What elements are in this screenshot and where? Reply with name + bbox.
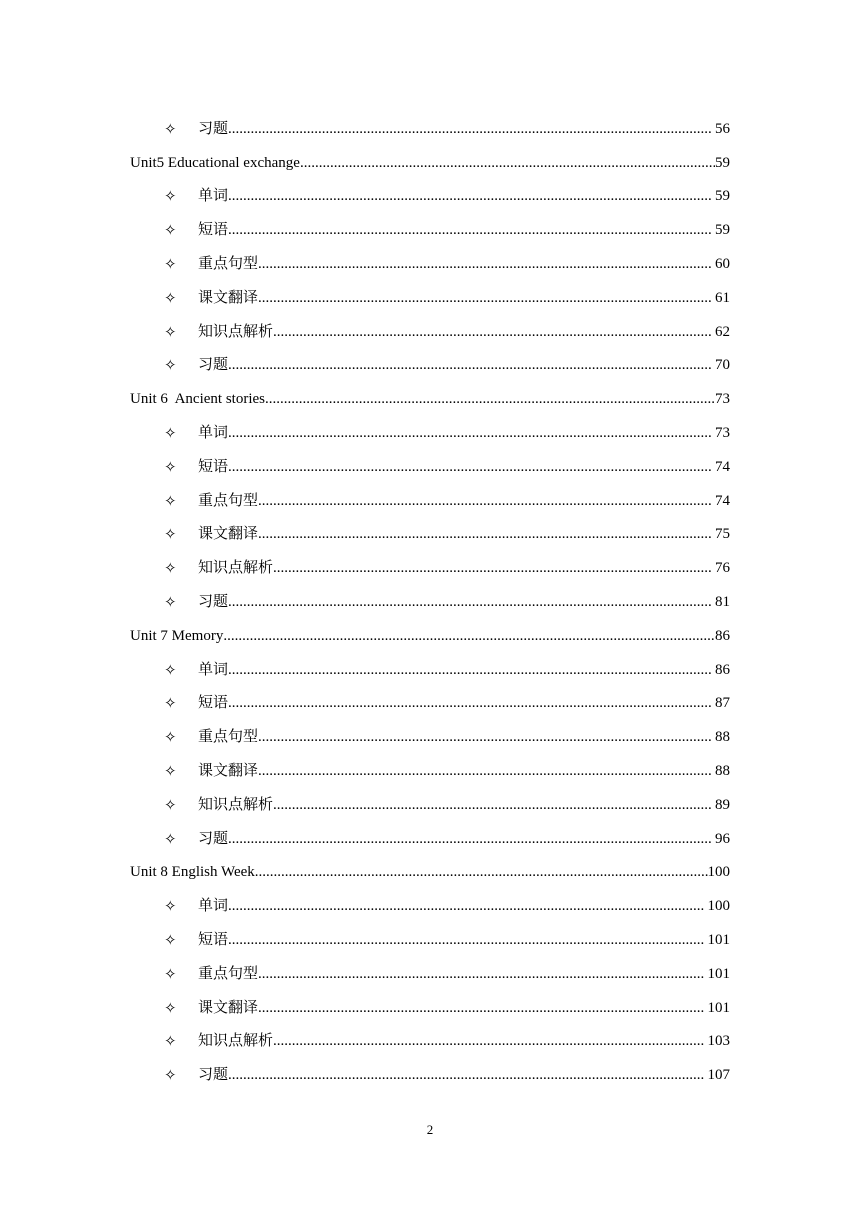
diamond-star-icon: ✧	[164, 728, 177, 747]
toc-entry[interactable]	[130, 780, 730, 814]
dot-leader	[228, 898, 704, 915]
toc-entry-page: 74	[715, 458, 730, 475]
toc-entry-page: 73	[715, 391, 730, 408]
diamond-star-icon: ✧	[164, 795, 177, 814]
toc-entry-page: 101	[707, 965, 730, 982]
toc-entry-label: 单词	[198, 424, 229, 441]
toc-entry[interactable]	[130, 341, 730, 375]
diamond-star-icon: ✧	[164, 1032, 177, 1051]
toc-entry[interactable]	[130, 949, 730, 983]
toc-entry-page: 75	[715, 526, 730, 543]
toc-unit-title: Unit 7 Memory	[130, 627, 224, 644]
toc-entry[interactable]	[130, 543, 730, 577]
toc-entry-label: 习题	[198, 593, 229, 610]
toc-entry-page: 107	[707, 1067, 730, 1084]
toc-entry-label: 知识点解析	[198, 323, 274, 340]
toc-entry[interactable]	[130, 307, 730, 341]
toc-entry-label: 知识点解析	[198, 560, 274, 577]
toc-entry-label: 习题	[198, 357, 229, 374]
toc-entry-page: 76	[715, 560, 730, 577]
toc-entry-page: 81	[715, 593, 730, 610]
toc-entry-page: 89	[715, 796, 730, 813]
diamond-star-icon: ✧	[164, 221, 177, 240]
page-number: 2	[426, 1122, 434, 1137]
dot-leader	[223, 628, 715, 645]
diamond-star-icon: ✧	[164, 559, 177, 578]
toc-entry-label: 知识点解析	[198, 796, 274, 813]
toc-entry-page: 86	[715, 661, 730, 678]
diamond-star-icon: ✧	[164, 964, 177, 983]
toc-entry[interactable]	[130, 205, 730, 239]
diamond-star-icon: ✧	[164, 356, 177, 375]
diamond-star-icon: ✧	[164, 897, 177, 916]
toc-entry-label: 习题	[198, 830, 229, 847]
toc-unit-entry[interactable]	[130, 374, 730, 408]
toc-entry-label: 知识点解析	[198, 1033, 274, 1050]
dot-leader	[228, 222, 712, 239]
toc-entry-label: 课文翻译	[198, 289, 259, 306]
toc-entry[interactable]	[130, 746, 730, 780]
dot-leader	[228, 662, 712, 679]
diamond-star-icon: ✧	[164, 187, 177, 206]
toc-unit-entry[interactable]	[130, 138, 730, 172]
toc-entry-page: 59	[715, 188, 730, 205]
dot-leader	[258, 729, 712, 746]
toc-entry-label: 单词	[198, 898, 229, 915]
toc-entry-page: 86	[715, 627, 730, 644]
toc-entry[interactable]	[130, 476, 730, 510]
toc-entry-page: 74	[715, 492, 730, 509]
toc-entry-page: 87	[715, 695, 730, 712]
dot-leader	[273, 560, 712, 577]
toc-entry[interactable]	[130, 983, 730, 1017]
toc-unit-entry[interactable]	[130, 848, 730, 882]
toc-entry[interactable]	[130, 712, 730, 746]
toc-entry[interactable]	[130, 814, 730, 848]
dot-leader	[258, 763, 712, 780]
toc-unit-entry[interactable]	[130, 611, 730, 645]
toc-entry-page: 56	[715, 120, 730, 137]
diamond-star-icon: ✧	[164, 491, 177, 510]
toc-entry[interactable]	[130, 104, 730, 138]
toc-entry-page: 60	[715, 255, 730, 272]
toc-unit-title: Unit 6 Ancient stories	[130, 391, 265, 408]
dot-leader	[228, 831, 712, 848]
toc-unit-title: Unit 8 English Week	[130, 864, 255, 881]
dot-leader	[258, 290, 712, 307]
toc-entry[interactable]	[130, 408, 730, 442]
dot-leader	[258, 256, 712, 273]
diamond-star-icon: ✧	[164, 761, 177, 780]
toc-entry-label: 单词	[198, 188, 229, 205]
toc-entry-page: 101	[707, 931, 730, 948]
toc-entry-page: 88	[715, 762, 730, 779]
diamond-star-icon: ✧	[164, 1066, 177, 1085]
diamond-star-icon: ✧	[164, 288, 177, 307]
toc-entry-label: 短语	[198, 458, 229, 475]
toc-entry-page: 88	[715, 729, 730, 746]
diamond-star-icon: ✧	[164, 694, 177, 713]
toc-entry-page: 100	[707, 864, 730, 881]
diamond-star-icon: ✧	[164, 322, 177, 341]
toc-entry[interactable]	[130, 172, 730, 206]
diamond-star-icon: ✧	[164, 119, 177, 138]
dot-leader	[273, 797, 712, 814]
toc-entry[interactable]	[130, 645, 730, 679]
diamond-star-icon: ✧	[164, 525, 177, 544]
toc-entry-label: 重点句型	[198, 255, 259, 272]
toc-entry-label: 课文翻译	[198, 762, 259, 779]
dot-leader	[228, 695, 712, 712]
diamond-star-icon: ✧	[164, 660, 177, 679]
diamond-star-icon: ✧	[164, 457, 177, 476]
diamond-star-icon: ✧	[164, 592, 177, 611]
dot-leader	[258, 1000, 704, 1017]
toc-entry[interactable]	[130, 239, 730, 273]
toc-entry-label: 重点句型	[198, 729, 259, 746]
diamond-star-icon: ✧	[164, 829, 177, 848]
toc-entry[interactable]	[130, 510, 730, 544]
toc-entry[interactable]	[130, 679, 730, 713]
dot-leader	[273, 324, 712, 341]
toc-entry-page: 103	[707, 1033, 730, 1050]
toc-entry-page: 59	[715, 222, 730, 239]
dot-leader	[265, 391, 715, 408]
toc-entry-page: 59	[715, 154, 730, 171]
toc-entry[interactable]	[130, 1017, 730, 1051]
toc-entry-label: 习题	[198, 120, 229, 137]
dot-leader	[228, 425, 712, 442]
toc-entry-page: 62	[715, 323, 730, 340]
dot-leader	[228, 357, 712, 374]
toc-entry[interactable]	[130, 577, 730, 611]
toc-unit-title: Unit5 Educational exchange	[130, 154, 300, 171]
toc-entry-page: 70	[715, 357, 730, 374]
dot-leader	[228, 459, 712, 476]
toc-entry-label: 课文翻译	[198, 526, 259, 543]
diamond-star-icon: ✧	[164, 998, 177, 1017]
toc-entry-label: 短语	[198, 695, 229, 712]
toc-entry-page: 61	[715, 289, 730, 306]
dot-leader	[228, 594, 712, 611]
toc-entry[interactable]	[130, 915, 730, 949]
dot-leader	[258, 966, 704, 983]
toc-entry[interactable]	[130, 881, 730, 915]
toc-entry-label: 短语	[198, 222, 229, 239]
dot-leader	[228, 932, 704, 949]
diamond-star-icon: ✧	[164, 254, 177, 273]
dot-leader	[228, 121, 712, 138]
toc-entry-label: 短语	[198, 931, 229, 948]
dot-leader	[258, 526, 712, 543]
toc-entry-label: 单词	[198, 661, 229, 678]
toc-entry[interactable]	[130, 1050, 730, 1084]
dot-leader	[300, 155, 715, 172]
toc-entry-page: 73	[715, 424, 730, 441]
diamond-star-icon: ✧	[164, 930, 177, 949]
toc-entry-page: 100	[707, 898, 730, 915]
dot-leader	[228, 1067, 704, 1084]
toc-entry-label: 重点句型	[198, 965, 259, 982]
toc-entry-page: 101	[707, 999, 730, 1016]
toc-entry-label: 重点句型	[198, 492, 259, 509]
toc-entry-label: 课文翻译	[198, 999, 259, 1016]
toc-entry[interactable]	[130, 442, 730, 476]
dot-leader	[228, 188, 712, 205]
dot-leader	[255, 864, 708, 881]
dot-leader	[273, 1033, 704, 1050]
toc-entry[interactable]	[130, 273, 730, 307]
table-of-contents	[130, 104, 730, 1084]
dot-leader	[258, 493, 712, 510]
diamond-star-icon: ✧	[164, 423, 177, 442]
toc-entry-label: 习题	[198, 1067, 229, 1084]
toc-entry-page: 96	[715, 830, 730, 847]
